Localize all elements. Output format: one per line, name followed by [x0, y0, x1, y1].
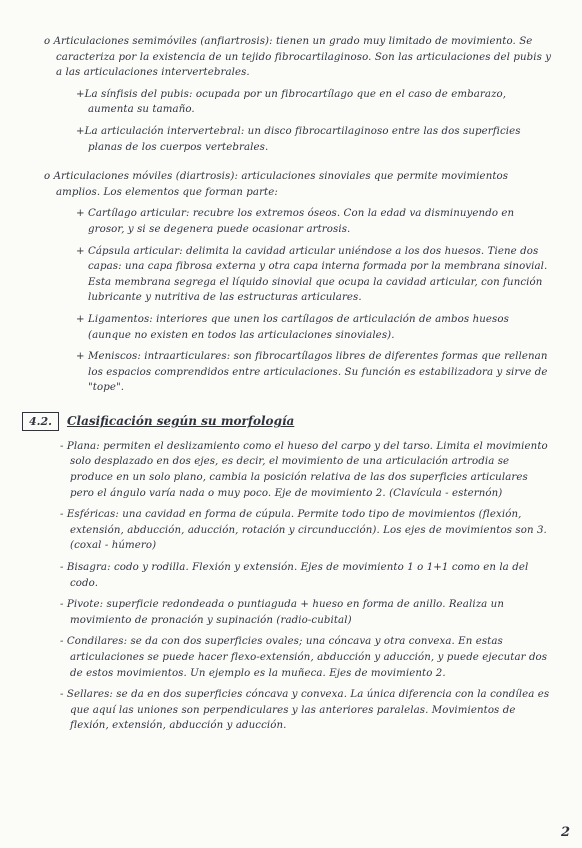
morfologia-list	[30, 439, 552, 734]
morfologia-item: - Plana: permiten el deslizamiento como el hueso del carpo y del tarso. Limita el movimiento solo desplazado en dos ejes, es decir, el movimiento de una articulación artrodia se produce en un solo plano, cambia la posición relativa de las dos superficies articulares pero el ángulo varía nada o muy poco. Eje de movimiento 2. (Clavícula - esternón)	[60, 440, 548, 499]
moviles-item: + Cápsula articular: delimita la cavidad articular uniéndose a los dos huesos. Tiene dos capas: una capa fibrosa externa y otra capa interna formada por la membrana sinovial. Esta membrana segrega el líquido sinovial que ocupa la cavidad articular, con función lubricante y nutritiva de las estructuras articulares.	[76, 245, 548, 304]
semimoviles-intro: o Articulaciones semimóviles (anfiartrosis): tienen un grado muy limitado de movimiento. Se caracteriza por la existencia de un tejido fibrocartilaginoso. Son las articulaciones del pubis y a las articulaciones intervertebrales.	[44, 36, 552, 79]
moviles-item: + Cartílago articular: recubre los extremos óseos. Con la edad va disminuyendo en grosor, y si se degenera puede ocasionar artrosis.	[76, 208, 515, 235]
morfologia-item: - Bisagra: codo y rodilla. Flexión y extensión. Ejes de movimiento 1 o 1+1 como en la del codo.	[60, 562, 529, 589]
moviles-section	[30, 169, 552, 396]
section-heading	[22, 412, 552, 431]
page-number: 2	[560, 825, 570, 840]
morfologia-item: - Condilares: se da con dos superficies ovales; una cóncava y otra convexa. En estas articulaciones se puede hacer flexo-extensión, abducción y aducción, y puede ejecutar dos de estos movimientos. Un ejemplo es la muñeca. Ejes de movimiento 2.	[60, 636, 548, 679]
moviles-intro: o Articulaciones móviles (diartrosis): articulaciones sinoviales que permite movimientos amplios. Los elementos que forman parte:	[44, 171, 509, 198]
morfologia-item: - Pivote: superficie redondeada o puntiaguda + hueso en forma de anillo. Realiza un movimiento de pronación y supinación (radio-cubital)	[60, 599, 504, 626]
section-title: Clasificación según su morfología	[66, 414, 295, 429]
moviles-item: + Meniscos: intraarticulares: son fibrocartílagos libres de diferentes formas que rellenan los espacios comprendidos entre articulaciones. Su función es estabilizadora y sirve de "tope".	[76, 351, 548, 394]
semimoviles-item: +La sínfisis del pubis: ocupada por un fibrocartílago que en el caso de embarazo, aumenta su tamaño.	[76, 88, 507, 116]
morfologia-item: - Esféricas: una cavidad en forma de cúpula. Permite todo tipo de movimientos (flexión, extensión, abducción, aducción, rotación y circunducción). Los ejes de movimientos son 3. (coxal - húmero)	[60, 509, 547, 552]
morfologia-item: - Sellares: se da en dos superficies cóncava y convexa. La única diferencia con la condílea es que aquí las uniones son perpendiculares y las anteriores paralelas. Movimientos de flexión, extensión, abducción y aducción.	[60, 689, 550, 732]
semimoviles-section	[30, 34, 552, 155]
section-number: 4.2.	[22, 412, 59, 431]
semimoviles-item: +La articulación intervertebral: un disco fibrocartilaginoso entre las dos superficies planas de los cuerpos vertebrales.	[76, 125, 521, 153]
moviles-item: + Ligamentos: interiores que unen los cartílagos de articulación de ambos huesos (aunque no existen en todos las articulaciones sinoviales).	[76, 313, 509, 341]
